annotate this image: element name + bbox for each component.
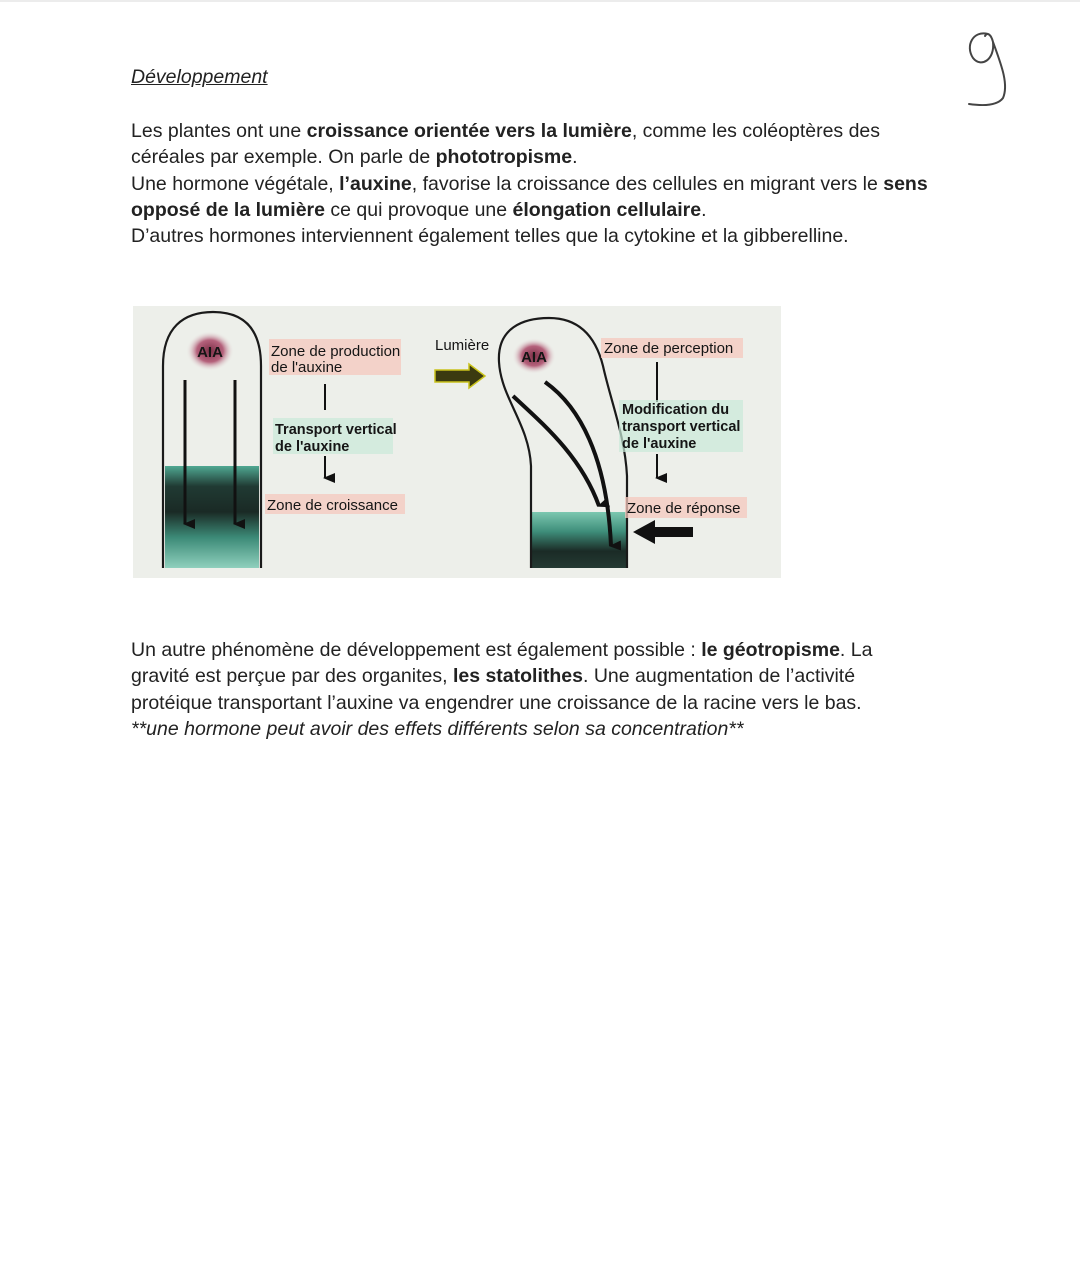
aia-label: AIA: [521, 349, 547, 366]
curved-transport-arrow: [513, 396, 599, 506]
left-coleoptile: [163, 312, 261, 568]
modification-label-line3: de l'auxine: [622, 436, 697, 452]
text-line: céréales par exemple. On parle de phototropisme.: [131, 146, 578, 169]
phototropism-diagram: [133, 306, 781, 578]
handwritten-page-number: [955, 24, 1025, 114]
zone-reponse-label: Zone de réponse: [627, 500, 741, 517]
zone-croissance-label: Zone de croissance: [267, 497, 398, 514]
response-arrow: [633, 520, 693, 544]
text-line: opposé de la lumière ce qui provoque une élongation cellulaire.: [131, 198, 707, 221]
page-top-border: [0, 0, 1080, 2]
text-line: Une hormone végétale, l’auxine, favorise la croissance des cellules en migrant vers le sens: [131, 172, 928, 195]
transport-label: Transport vertical: [275, 422, 397, 438]
growth-zone-tissue: [165, 466, 259, 568]
paragraph-phototropisme: [131, 118, 961, 249]
paragraph-geotropisme: [131, 637, 961, 742]
text-line: gravité est perçue par des organites, les statolithes. Une augmentation de l’activité: [131, 665, 856, 688]
aia-label: AIA: [197, 344, 223, 361]
zone-perception-label: Zone de perception: [604, 340, 734, 357]
zone-production-label-line2: de l'auxine: [271, 359, 343, 376]
transport-label-line2: de l'auxine: [275, 439, 350, 455]
text-line: Les plantes ont une croissance orientée vers la lumière, comme les coléoptères des: [131, 120, 881, 142]
emphasis-note: **une hormone peut avoir des effets différents selon sa concentration**: [131, 717, 744, 740]
text-line: Un autre phénomène de développement est également possible : le géotropisme. La: [131, 639, 873, 661]
light-indicator: [435, 337, 489, 388]
light-arrow: [435, 364, 485, 388]
text-line: protéique transportant l’auxine va engendrer une croissance de la racine vers le bas.: [131, 691, 862, 714]
section-heading: Développement: [131, 66, 268, 88]
modification-label: Modification du: [622, 402, 730, 418]
modification-label-line2: transport vertical: [622, 419, 741, 435]
left-labels: [265, 339, 405, 514]
text-line: D’autres hormones interviennent également telles que la cytokine et la gibberelline.: [131, 225, 849, 248]
zone-production-label: Zone de production: [271, 343, 401, 360]
light-label: Lumière: [435, 337, 490, 354]
